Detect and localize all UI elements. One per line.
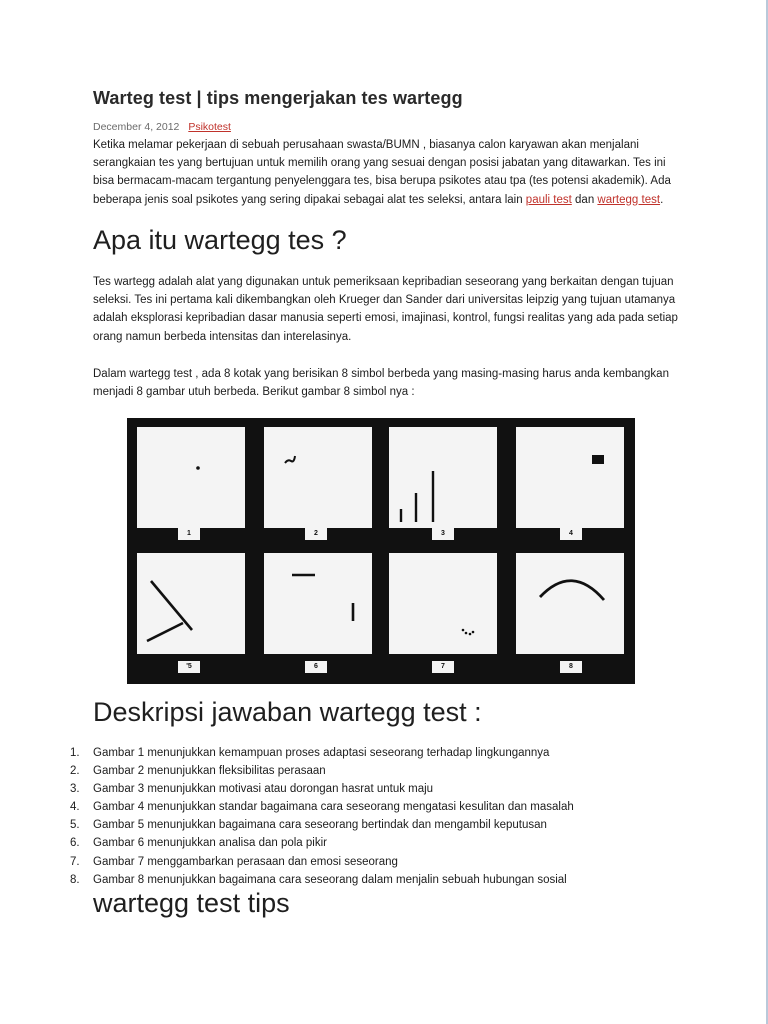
list-text: Gambar 2 menunjukkan fleksibilitas perasaan — [93, 765, 326, 778]
symbol-label-8: 8 — [560, 661, 582, 673]
list-number: 5. — [70, 819, 80, 832]
list-number: 2. — [70, 765, 80, 778]
symbol-label-6: 6 — [305, 661, 327, 673]
list-number: 7. — [70, 855, 80, 868]
list-text: Gambar 7 menggambarkan perasaan dan emosi seseorang — [93, 855, 398, 868]
list-number: 3. — [70, 783, 80, 796]
lines-symbol — [264, 553, 372, 654]
list-number: 6. — [70, 837, 80, 850]
dot-symbol — [137, 427, 245, 528]
list-text: Gambar 8 menunjukkan bagaimana cara seseorang dalam menjalin sebuah hubungan sosial — [93, 873, 567, 886]
intro-conjunction: dan — [571, 193, 598, 206]
heading-deskripsi: Deskripsi jawaban wartegg test : — [93, 697, 482, 727]
list-item — [58, 798, 698, 816]
post-meta — [93, 121, 231, 133]
list-item — [58, 853, 698, 871]
symbol-box-7 — [389, 553, 497, 654]
intro-end: . — [660, 193, 664, 206]
list-text: Gambar 1 menunjukkan kemampuan proses adaptasi seseorang terhadap lingkungannya — [93, 747, 550, 759]
symbol-label-4: 4 — [560, 528, 582, 540]
list-item — [58, 871, 698, 889]
pauli-test-link[interactable]: pauli test — [525, 193, 572, 206]
symbol-box-8 — [516, 553, 624, 654]
symbol-label-5: '5 — [178, 661, 200, 673]
symbol-label-3: 3 — [432, 528, 454, 540]
post-title: Warteg test | tips mengerjakan tes wartegg — [93, 88, 463, 108]
list-text: Gambar 4 menunjukkan standar bagaimana cara seseorang mengatasi kesulitan dan masalah — [93, 801, 574, 814]
dotted-curve-symbol — [389, 553, 497, 654]
list-text: Gambar 3 menunjukkan motivasi atau dorongan hasrat untuk maju — [93, 783, 434, 796]
symbol-box-3 — [389, 427, 497, 528]
list-number: 8. — [70, 873, 80, 886]
heading-tips: wartegg test tips — [93, 888, 290, 918]
symbols-paragraph: Dalam wartegg test , ada 8 kotak yang berisikan 8 simbol berbeda yang masing-masing harus anda kembangkan menjadi 8 gambar utuh berbeda. Berikut gambar 8 simbol nya : — [93, 368, 669, 399]
list-number: 4. — [70, 801, 80, 814]
definition-paragraph: Tes wartegg adalah alat yang digunakan untuk pemeriksaan kepribadian seseorang yang berkaitan dengan tujuan seleksi. Tes ini pertama kali dikembangkan oleh Krueger dan Sander dari universitas leipzig yang tujuan utamanya adalah eksplorasi kepribadian dasar manusia seperti emosi, imajinasi, kontrol, fungsi realitas yang ada pada setiap orang namun berbeda intensitas dan interelasinya. — [93, 276, 678, 343]
wave-symbol — [264, 427, 372, 528]
symbol-box-2 — [264, 427, 372, 528]
category-link[interactable]: Psikotest — [188, 121, 231, 133]
wartegg-test-link[interactable]: wartegg test — [597, 193, 661, 206]
intro-paragraph — [93, 136, 683, 209]
symbol-label-2: 2 — [305, 528, 327, 540]
description-list — [58, 744, 698, 889]
square-symbol — [516, 427, 624, 528]
bars-symbol — [389, 427, 497, 528]
list-text: Gambar 6 menunjukkan analisa dan pola pikir — [93, 837, 327, 850]
angle-symbol — [137, 553, 245, 654]
list-item — [58, 780, 698, 798]
symbol-box-4 — [516, 427, 624, 528]
list-text: Gambar 5 menunjukkan bagaimana cara seseorang bertindak dan mengambil keputusan — [93, 819, 547, 832]
heading-apa-itu: Apa itu wartegg tes ? — [93, 225, 347, 255]
symbol-box-1 — [137, 427, 245, 528]
list-item — [58, 816, 698, 834]
symbol-label-7: 7 — [432, 661, 454, 673]
list-number: 1. — [70, 747, 80, 759]
arc-symbol — [516, 553, 624, 654]
symbol-box-6 — [264, 553, 372, 654]
symbol-label-1: 1 — [178, 528, 200, 540]
list-item — [58, 834, 698, 852]
list-item — [58, 744, 698, 762]
intro-text: Ketika melamar pekerjaan di sebuah perusahaan swasta/BUMN , biasanya calon karyawan akan menjalani serangkaian tes yang bertujuan untuk memilih orang yang sesuai dengan posisi jabatan yang ditawarkan. Tes ini bisa bermacam-macam tergantung penyelenggara tes, bisa berupa psikotes atau tpa (tes potensi akademik). Ada beberapa jenis soal psikotes yang sering dipakai sebagai alat tes seleksi, antara lain — [93, 139, 671, 206]
list-item — [58, 762, 698, 780]
symbol-box-5 — [137, 553, 245, 654]
post-date: December 4, 2012 — [93, 121, 180, 133]
wartegg-symbol-figure — [127, 418, 635, 684]
